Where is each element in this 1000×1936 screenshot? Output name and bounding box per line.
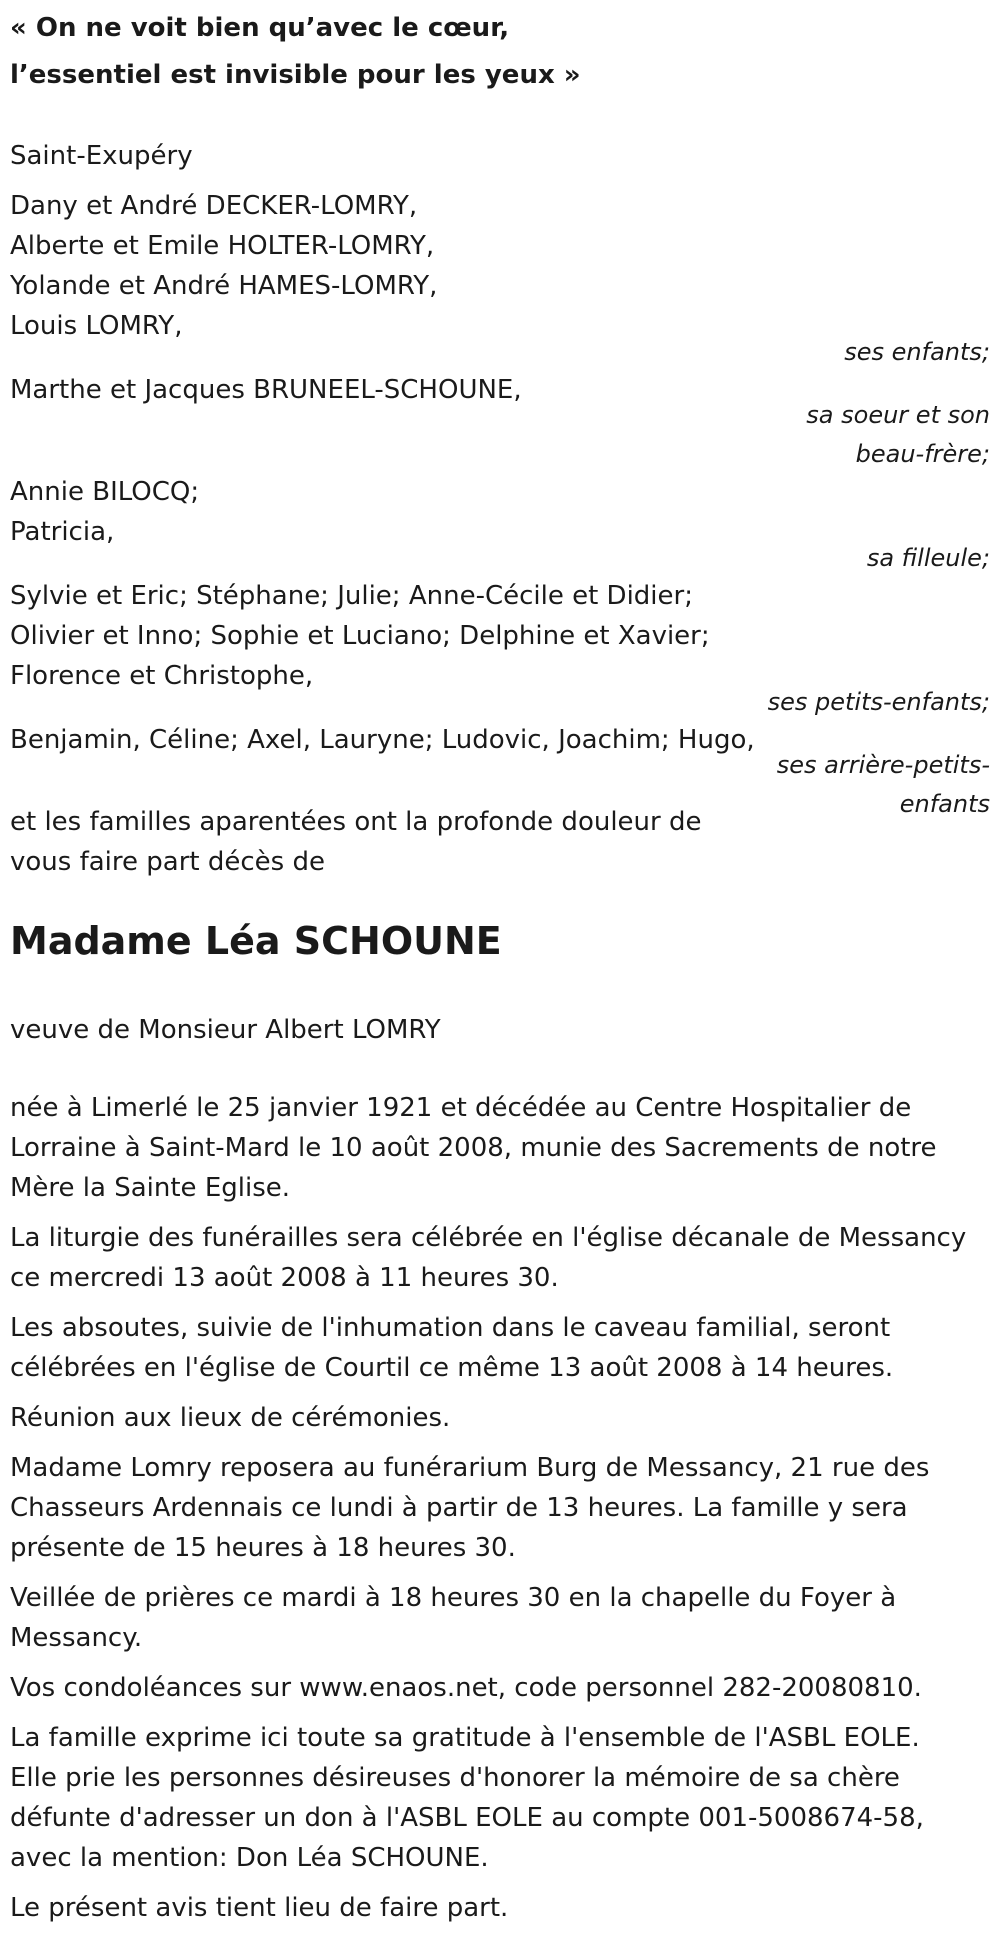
paragraph-line: Mère la Sainte Eglise. xyxy=(10,1173,291,1203)
goddaughter-name: Annie BILOCQ; xyxy=(10,477,200,507)
paragraph-line: avec la mention: Don Léa SCHOUNE. xyxy=(10,1843,489,1873)
paragraph-line: La famille exprime ici toute sa gratitude à l'ensemble de l'ASBL EOLE. xyxy=(10,1723,920,1753)
paragraph-line: Madame Lomry reposera au funérarium Burg de Messancy, 21 rue des xyxy=(10,1453,930,1483)
paragraph-line: Chasseurs Ardennais ce lundi à partir de 13 heures. La famille y sera xyxy=(10,1493,908,1523)
child-name: Alberte et Emile HOLTER-LOMRY, xyxy=(10,231,435,261)
goddaughter-name: Patricia, xyxy=(10,517,115,547)
paragraph-line: Lorraine à Saint-Mard le 10 août 2008, munie des Sacrements de notre xyxy=(10,1133,937,1163)
child-name: Yolande et André HAMES-LOMRY, xyxy=(10,271,438,301)
quote-author: Saint-Exupéry xyxy=(10,141,193,171)
grandchildren-names: Olivier et Inno; Sophie et Luciano; Delphine et Xavier; xyxy=(10,621,710,651)
children-role: ses enfants; xyxy=(844,338,990,366)
great-grandchildren-role-line-1: ses arrière-petits- xyxy=(776,751,990,779)
goddaughter-role: sa filleule; xyxy=(866,544,990,572)
great-grandchildren-role-line-2: enfants xyxy=(899,790,990,818)
sister-role-line-1: sa soeur et son xyxy=(806,401,990,429)
families-line: et les familles aparentées ont la profonde douleur de xyxy=(10,807,702,837)
widow-of: veuve de Monsieur Albert LOMRY xyxy=(10,1015,441,1045)
quote-line-2: l’essentiel est invisible pour les yeux » xyxy=(10,60,581,90)
grandchildren-role: ses petits-enfants; xyxy=(767,688,990,716)
paragraph-line: célébrées en l'église de Courtil ce même 13 août 2008 à 14 heures. xyxy=(10,1353,894,1383)
paragraph-line: ce mercredi 13 août 2008 à 11 heures 30. xyxy=(10,1263,559,1293)
paragraph-line: née à Limerlé le 25 janvier 1921 et décédée au Centre Hospitalier de xyxy=(10,1093,912,1123)
paragraph-line: Veillée de prières ce mardi à 18 heures 30 en la chapelle du Foyer à xyxy=(10,1583,897,1613)
paragraph-line: présente de 15 heures à 18 heures 30. xyxy=(10,1533,516,1563)
paragraph-line: Messancy. xyxy=(10,1623,143,1653)
grandchildren-names: Florence et Christophe, xyxy=(10,661,314,691)
sister-role-line-2: beau-frère; xyxy=(855,440,990,468)
grandchildren-names: Sylvie et Eric; Stéphane; Julie; Anne-Cécile et Didier; xyxy=(10,581,693,611)
families-line: vous faire part décès de xyxy=(10,847,325,877)
deceased-name: Madame Léa SCHOUNE xyxy=(10,919,502,963)
paragraph-line: Elle prie les personnes désireuses d'honorer la mémoire de sa chère xyxy=(10,1763,900,1793)
quote-line-1: « On ne voit bien qu’avec le cœur, xyxy=(10,13,510,43)
paragraph-line: Le présent avis tient lieu de faire part. xyxy=(10,1893,509,1923)
paragraph-line: Vos condoléances sur www.enaos.net, code personnel 282-20080810. xyxy=(10,1673,922,1703)
child-name: Dany et André DECKER-LOMRY, xyxy=(10,191,418,221)
paragraph-line: Les absoutes, suivie de l'inhumation dans le caveau familial, seront xyxy=(10,1313,891,1343)
paragraph-line: Réunion aux lieux de cérémonies. xyxy=(10,1403,451,1433)
paragraph-line: défunte d'adresser un don à l'ASBL EOLE au compte 001-5008674-58, xyxy=(10,1803,924,1833)
sister-name: Marthe et Jacques BRUNEEL-SCHOUNE, xyxy=(10,375,522,405)
great-grandchildren-names: Benjamin, Céline; Axel, Lauryne; Ludovic, Joachim; Hugo, xyxy=(10,725,755,755)
child-name: Louis LOMRY, xyxy=(10,311,183,341)
paragraph-line: La liturgie des funérailles sera célébrée en l'église décanale de Messancy xyxy=(10,1223,967,1253)
